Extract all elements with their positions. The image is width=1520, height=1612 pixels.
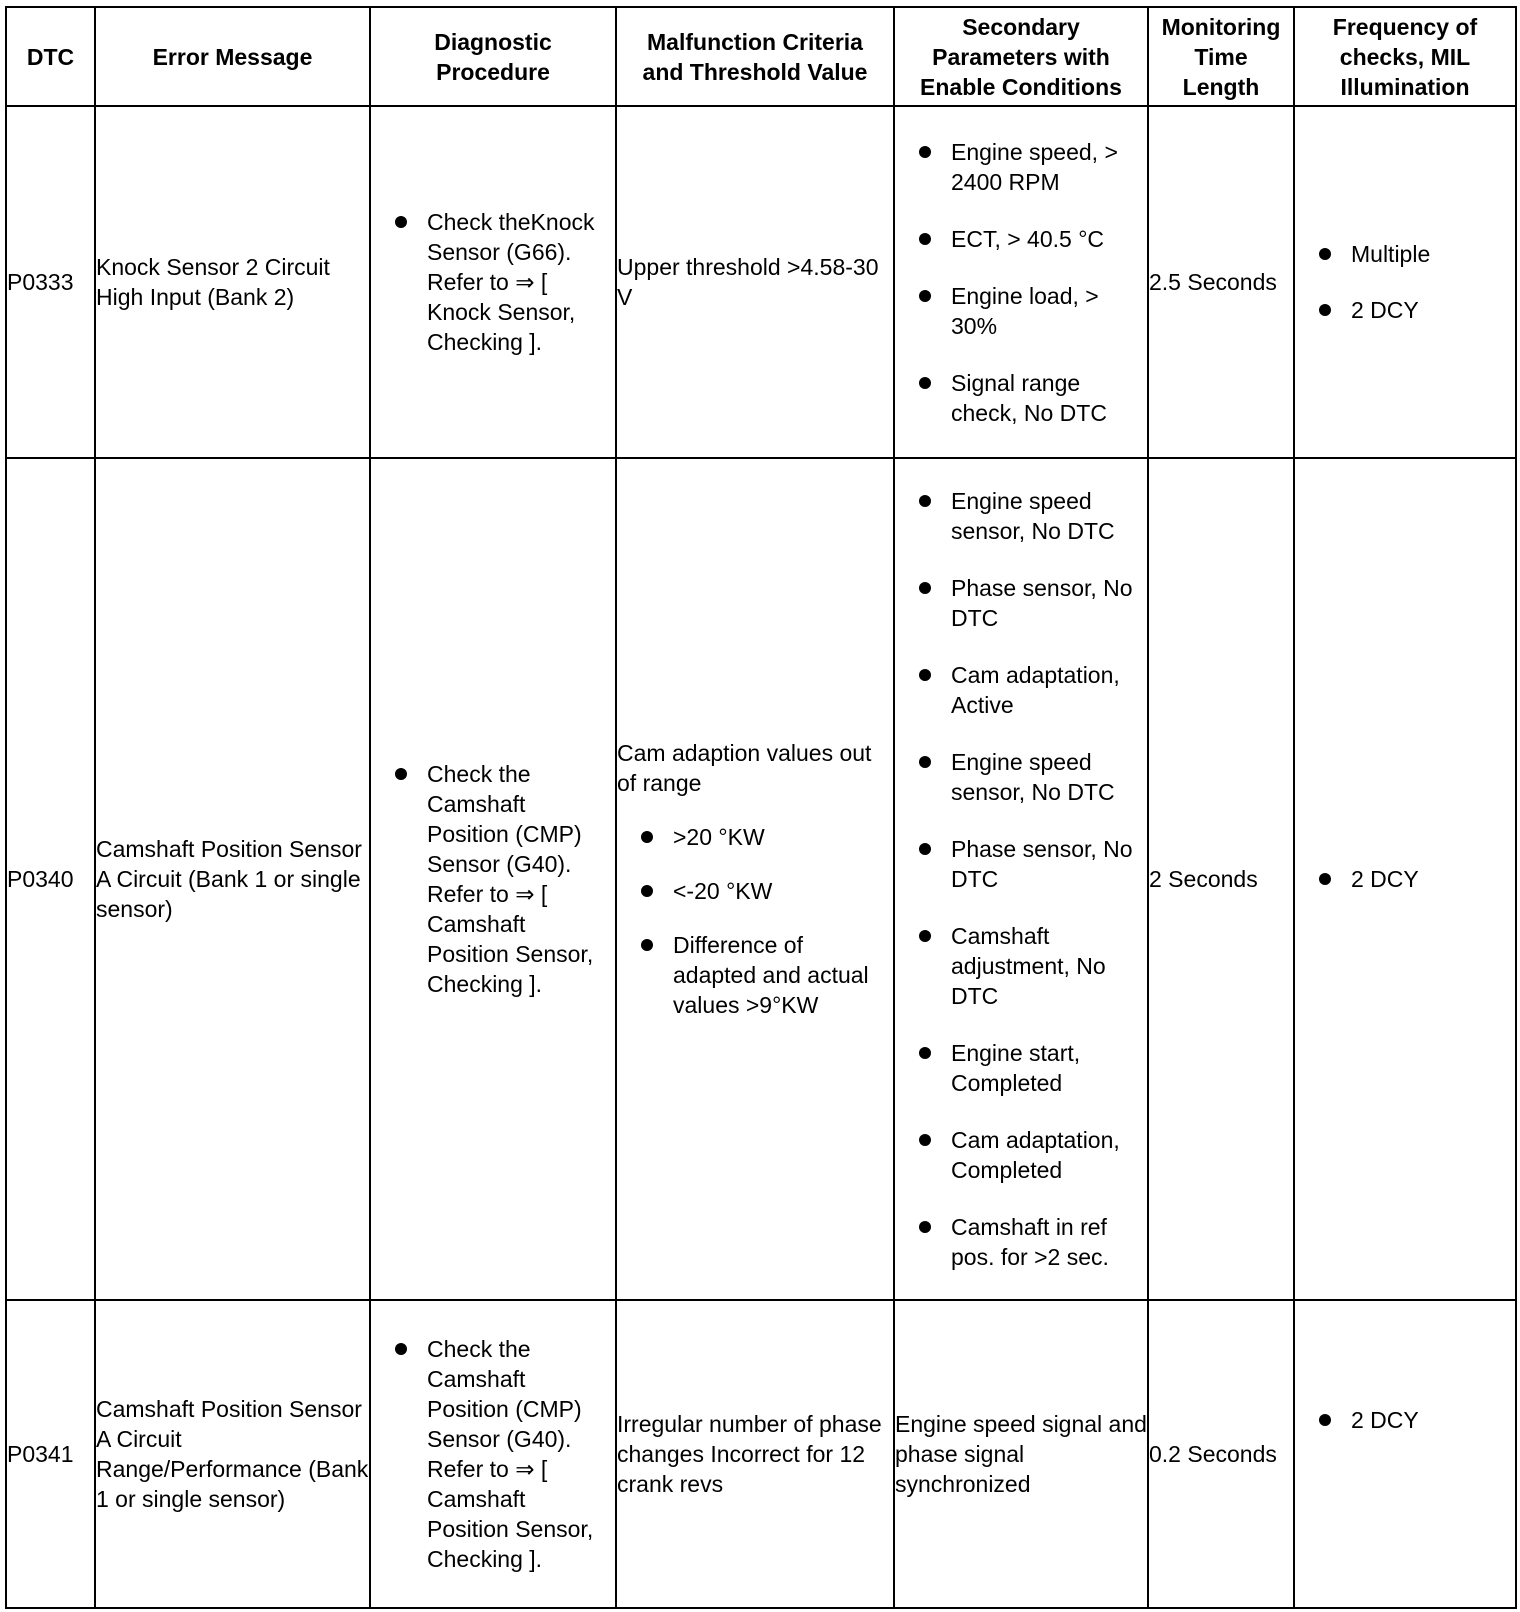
malfunction-criteria: [616, 458, 894, 1300]
list-item: Camshaft in ref pos. for >2 sec.: [895, 1212, 1147, 1272]
list-item: Cam adaptation, Completed: [895, 1125, 1147, 1185]
list-item: 2 DCY: [1295, 1405, 1515, 1435]
diagnostic-procedure: [370, 106, 616, 458]
table-row: [6, 106, 1516, 458]
list-item: Engine start, Completed: [895, 1038, 1147, 1098]
list-item: Engine speed sensor, No DTC: [895, 486, 1147, 546]
list-item: Engine speed sensor, No DTC: [895, 747, 1147, 807]
header-monitoring-time: Monitoring Time Length: [1148, 7, 1294, 106]
monitoring-time: 0.2 Seconds: [1148, 1300, 1294, 1608]
list-item: Engine speed, > 2400 RPM: [895, 137, 1147, 197]
header-error-message: Error Message: [95, 7, 370, 106]
header-dtc: DTC: [6, 7, 95, 106]
secondary-parameters: [894, 106, 1148, 458]
monitoring-time: 2.5 Seconds: [1148, 106, 1294, 458]
list-item: Signal range check, No DTC: [895, 368, 1147, 428]
dtc-code: P0341: [6, 1300, 95, 1608]
list-item: Camshaft adjustment, No DTC: [895, 921, 1147, 1011]
header-row: [6, 7, 1516, 106]
list-item: <-20 °KW: [617, 876, 893, 906]
error-message: Knock Sensor 2 Circuit High Input (Bank 2): [95, 106, 370, 458]
secondary-parameters: [894, 458, 1148, 1300]
monitoring-time: 2 Seconds: [1148, 458, 1294, 1300]
list-item: 2 DCY: [1295, 295, 1515, 325]
error-message: Camshaft Position Sensor A Circuit (Bank 1 or single sensor): [95, 458, 370, 1300]
list-item: ECT, > 40.5 °C: [895, 224, 1147, 254]
list-item: >20 °KW: [617, 822, 893, 852]
list-item: Check theKnock Sensor (G66). Refer to ⇒ [ Knock Sensor, Checking ].: [371, 207, 615, 357]
frequency: [1294, 106, 1516, 458]
list-item: Multiple: [1295, 239, 1515, 269]
frequency: [1294, 458, 1516, 1300]
dtc-code: P0340: [6, 458, 95, 1300]
header-diagnostic-procedure: Diagnostic Procedure: [370, 7, 616, 106]
list-item: Engine load, > 30%: [895, 281, 1147, 341]
diagnostic-procedure: [370, 1300, 616, 1608]
header-malfunction-criteria: Malfunction Criteria and Threshold Value: [616, 7, 894, 106]
list-item: Cam adaptation, Active: [895, 660, 1147, 720]
list-item: Check the Camshaft Position (CMP) Sensor (G40). Refer to ⇒ [ Camshaft Position Sensor, Checking ].: [371, 1334, 615, 1574]
table-row: [6, 458, 1516, 1300]
table-row: [6, 1300, 1516, 1608]
list-item: 2 DCY: [1295, 864, 1515, 894]
diagnostic-procedure: [370, 458, 616, 1300]
list-item: Difference of adapted and actual values >9°KW: [617, 930, 893, 1020]
dtc-code: P0333: [6, 106, 95, 458]
list-item: Check the Camshaft Position (CMP) Sensor (G40). Refer to ⇒ [ Camshaft Position Sensor, Checking ].: [371, 759, 615, 999]
criteria-text: Cam adaption values out of range: [617, 740, 872, 796]
header-frequency: Frequency of checks, MIL Illumination: [1294, 7, 1516, 106]
malfunction-criteria: Upper threshold >4.58-30 V: [616, 106, 894, 458]
malfunction-criteria: Irregular number of phase changes Incorrect for 12 crank revs: [616, 1300, 894, 1608]
frequency: [1294, 1300, 1516, 1608]
error-message: Camshaft Position Sensor A Circuit Range/Performance (Bank 1 or single sensor): [95, 1300, 370, 1608]
secondary-parameters: Engine speed signal and phase signal synchronized: [894, 1300, 1148, 1608]
header-secondary-parameters: Secondary Parameters with Enable Conditions: [894, 7, 1148, 106]
list-item: Phase sensor, No DTC: [895, 573, 1147, 633]
dtc-table: [5, 6, 1517, 1609]
list-item: Phase sensor, No DTC: [895, 834, 1147, 894]
